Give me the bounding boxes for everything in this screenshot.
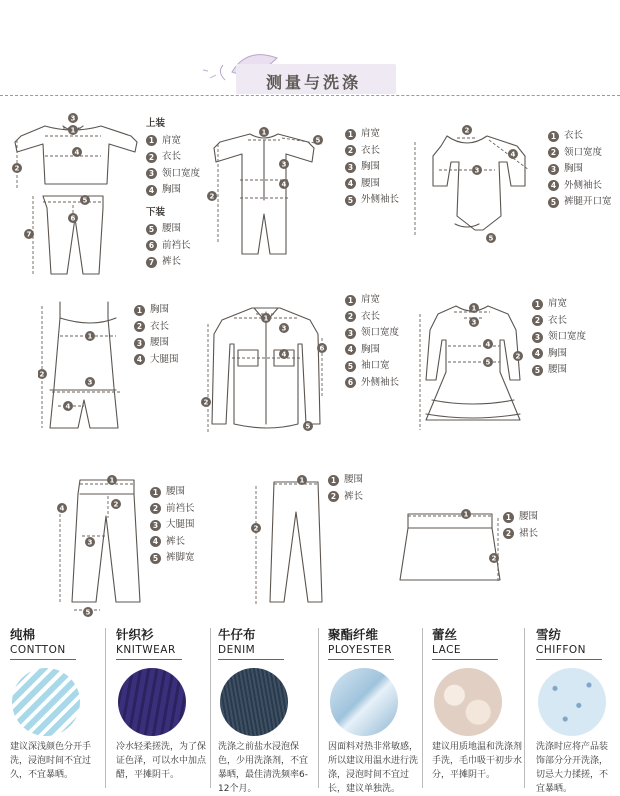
legend-label: 衣长 bbox=[361, 310, 381, 322]
legend-label: 大腿围 bbox=[166, 519, 195, 530]
svg-text:2: 2 bbox=[491, 554, 497, 563]
fabric-polyester bbox=[328, 625, 428, 796]
fabric-lace bbox=[432, 625, 532, 782]
legend-label: 腰围 bbox=[166, 486, 186, 497]
number-badge: 2 bbox=[146, 152, 157, 163]
divider bbox=[210, 628, 211, 788]
svg-text:5: 5 bbox=[85, 608, 91, 617]
number-badge: 6 bbox=[345, 377, 356, 388]
number-badge: 3 bbox=[134, 338, 145, 349]
legend-label: 肩宽 bbox=[361, 128, 381, 139]
svg-text:5: 5 bbox=[315, 136, 321, 145]
fabric-en: CHIFFON bbox=[536, 644, 620, 660]
number-badge: 5 bbox=[146, 224, 157, 235]
jumpsuit-legend bbox=[134, 302, 179, 368]
number-badge: 1 bbox=[532, 299, 543, 310]
legend-label: 前裆长 bbox=[166, 502, 195, 514]
number-badge: 1 bbox=[503, 512, 514, 523]
fabric-en: DENIM bbox=[218, 644, 318, 660]
number-badge: 3 bbox=[345, 162, 356, 173]
fabric-desc: 洗涤时应将产品装饰部分分开洗涤，切忌大力揉搓，不宜暴晒。 bbox=[536, 742, 609, 794]
legend-label: 裤长 bbox=[166, 535, 186, 547]
fabric-en: PLOYESTER bbox=[328, 644, 428, 660]
legend-label: 腰围 bbox=[344, 474, 364, 485]
legend-label: 裙长 bbox=[519, 527, 539, 539]
legend-label: 腰围 bbox=[361, 177, 381, 189]
legend-label: 衣长 bbox=[361, 144, 381, 156]
svg-text:4: 4 bbox=[281, 180, 287, 189]
legend-label: 胸围 bbox=[162, 184, 182, 195]
svg-text:5: 5 bbox=[82, 196, 88, 205]
svg-text:4: 4 bbox=[510, 150, 516, 159]
legend-label: 外侧袖长 bbox=[564, 179, 603, 191]
legend-label: 外侧袖长 bbox=[361, 376, 400, 388]
fabric-desc: 洗涤之前盐水浸泡保色，少用洗涤剂，不宜暴晒，最佳清洗频率6-12个月。 bbox=[218, 742, 309, 794]
svg-text:6: 6 bbox=[319, 344, 325, 353]
svg-text:5: 5 bbox=[485, 358, 491, 367]
legend-label: 胸围 bbox=[361, 343, 381, 355]
legend-label: 衣长 bbox=[162, 151, 182, 162]
fabric-name: 蕾丝 bbox=[432, 627, 458, 642]
number-badge: 1 bbox=[345, 295, 356, 306]
svg-text:2: 2 bbox=[203, 398, 209, 407]
fabric-cotton bbox=[10, 625, 110, 782]
number-badge: 4 bbox=[150, 536, 161, 547]
legend-label: 肩宽 bbox=[162, 134, 182, 146]
number-badge: 5 bbox=[150, 553, 161, 564]
number-badge: 3 bbox=[345, 328, 356, 339]
legend-label: 裤长 bbox=[344, 490, 364, 502]
number-badge: 6 bbox=[146, 240, 157, 251]
legend-label: 领口宽度 bbox=[361, 327, 400, 338]
number-badge: 2 bbox=[503, 528, 514, 539]
number-badge: 2 bbox=[345, 145, 356, 156]
svg-text:4: 4 bbox=[65, 402, 71, 411]
bodysuit-diagram bbox=[405, 118, 545, 253]
svg-text:4: 4 bbox=[485, 340, 491, 349]
fabric-knitwear bbox=[116, 625, 216, 782]
polyester-swatch bbox=[330, 668, 398, 736]
number-badge: 3 bbox=[548, 164, 559, 175]
svg-text:3: 3 bbox=[474, 166, 480, 175]
number-badge: 1 bbox=[150, 487, 161, 498]
number-badge: 5 bbox=[345, 195, 356, 206]
number-badge: 5 bbox=[548, 197, 559, 208]
svg-text:1: 1 bbox=[299, 476, 305, 485]
fabric-desc: 因面料对热非常敏感，所以建议用温水进行洗涤，浸泡时间不宜过长，建议单独洗。 bbox=[328, 742, 419, 794]
number-badge: 4 bbox=[345, 178, 356, 189]
divider bbox=[105, 628, 106, 788]
number-badge: 4 bbox=[134, 354, 145, 365]
number-badge: 1 bbox=[345, 129, 356, 140]
svg-text:2: 2 bbox=[464, 126, 470, 135]
number-badge: 3 bbox=[146, 168, 157, 179]
skirt-diagram bbox=[392, 506, 512, 592]
legend-label: 前裆长 bbox=[162, 239, 191, 251]
legend-label: 腰围 bbox=[519, 511, 539, 522]
svg-text:1: 1 bbox=[261, 128, 267, 137]
svg-text:3: 3 bbox=[281, 160, 287, 169]
set-legend bbox=[146, 116, 200, 271]
legend-label: 裤长 bbox=[162, 256, 182, 267]
svg-text:5: 5 bbox=[488, 234, 494, 243]
svg-text:1: 1 bbox=[87, 332, 93, 341]
svg-text:2: 2 bbox=[253, 524, 259, 533]
dress-diagram bbox=[414, 296, 534, 436]
lace-swatch bbox=[434, 668, 502, 736]
svg-text:1: 1 bbox=[471, 304, 477, 313]
svg-text:4: 4 bbox=[74, 148, 80, 157]
page-title: 测量与洗涤 bbox=[266, 73, 362, 92]
legend-label: 胸围 bbox=[150, 304, 170, 315]
divider bbox=[318, 628, 319, 788]
fabric-name: 纯棉 bbox=[10, 627, 36, 642]
number-badge: 2 bbox=[345, 311, 356, 322]
number-badge: 7 bbox=[146, 257, 157, 268]
number-badge: 3 bbox=[532, 332, 543, 343]
svg-text:7: 7 bbox=[26, 230, 32, 239]
dress-legend bbox=[532, 296, 586, 379]
knitwear-swatch bbox=[118, 668, 186, 736]
legend-label: 胸围 bbox=[548, 347, 568, 359]
legend-label: 腰围 bbox=[150, 337, 170, 348]
number-badge: 1 bbox=[548, 131, 559, 142]
fabric-denim bbox=[218, 625, 318, 796]
svg-text:6: 6 bbox=[70, 214, 76, 223]
number-badge: 5 bbox=[345, 361, 356, 372]
skirt-legend bbox=[503, 509, 538, 542]
cotton-swatch bbox=[12, 668, 80, 736]
number-badge: 2 bbox=[134, 321, 145, 332]
svg-text:5: 5 bbox=[305, 422, 311, 431]
legend-label: 胸围 bbox=[564, 163, 584, 174]
number-badge: 2 bbox=[328, 491, 339, 502]
bodysuit-legend bbox=[548, 128, 612, 211]
svg-text:1: 1 bbox=[109, 476, 115, 485]
fabric-desc: 冷水轻柔搓洗，为了保证色泽，可以水中加点醋，平摊阴干。 bbox=[116, 742, 207, 780]
legend-label: 领口宽度 bbox=[162, 167, 201, 179]
svg-text:3: 3 bbox=[471, 318, 477, 327]
legend-label: 衣长 bbox=[150, 320, 170, 332]
fabric-en: LACE bbox=[432, 644, 532, 660]
divider bbox=[422, 628, 423, 788]
legend-label: 裤腿开口宽 bbox=[564, 196, 612, 207]
set-diagram bbox=[5, 110, 145, 290]
romper-legend bbox=[345, 126, 399, 209]
shirt-diagram bbox=[196, 298, 336, 438]
fabric-desc: 建议深浅颜色分开手洗，浸泡时间不宜过久，不宜暴晒。 bbox=[10, 742, 92, 780]
legend-label: 领口宽度 bbox=[548, 331, 587, 342]
pants-diagram bbox=[54, 474, 154, 619]
legend-label: 袖口宽 bbox=[361, 360, 390, 371]
legend-label: 衣长 bbox=[548, 314, 568, 326]
legend-label: 肩宽 bbox=[548, 298, 568, 309]
number-badge: 2 bbox=[150, 503, 161, 514]
svg-text:2: 2 bbox=[14, 164, 20, 173]
fabric-name: 牛仔布 bbox=[218, 627, 256, 642]
legend-label: 领口宽度 bbox=[564, 146, 603, 158]
number-badge: 5 bbox=[532, 365, 543, 376]
number-badge: 4 bbox=[146, 185, 157, 196]
number-badge: 4 bbox=[532, 348, 543, 359]
svg-text:2: 2 bbox=[209, 192, 215, 201]
number-badge: 1 bbox=[134, 305, 145, 316]
svg-text:2: 2 bbox=[39, 370, 45, 379]
legend-label: 肩宽 bbox=[361, 294, 381, 305]
svg-text:2: 2 bbox=[113, 500, 119, 509]
legend-label: 大腿围 bbox=[150, 353, 179, 365]
svg-text:2: 2 bbox=[515, 352, 521, 361]
legend-label: 腰围 bbox=[162, 223, 182, 234]
svg-text:1: 1 bbox=[263, 314, 269, 323]
chiffon-swatch bbox=[538, 668, 606, 736]
svg-text:3: 3 bbox=[87, 378, 93, 387]
svg-text:1: 1 bbox=[463, 510, 469, 519]
fabric-en: CONTTON bbox=[10, 644, 110, 660]
svg-text:4: 4 bbox=[59, 504, 65, 513]
denim-swatch bbox=[220, 668, 288, 736]
fabric-en: KNITWEAR bbox=[116, 644, 216, 660]
svg-text:3: 3 bbox=[281, 324, 287, 333]
shirt-legend bbox=[345, 292, 399, 391]
svg-text:4: 4 bbox=[281, 350, 287, 359]
fabric-name: 聚酯纤维 bbox=[328, 627, 379, 642]
pants-legend bbox=[150, 484, 195, 567]
svg-text:3: 3 bbox=[70, 114, 76, 123]
number-badge: 3 bbox=[150, 520, 161, 531]
svg-text:1: 1 bbox=[70, 126, 76, 135]
set-top-heading: 上装 bbox=[146, 118, 166, 129]
fabric-desc: 建议用质地温和洗涤剂手洗，毛巾吸干初步水分，平摊阴干。 bbox=[432, 742, 523, 780]
set-bottom-heading: 下装 bbox=[146, 206, 166, 218]
number-badge: 4 bbox=[345, 344, 356, 355]
fabric-name: 针织衫 bbox=[116, 627, 154, 642]
leggings-legend bbox=[328, 472, 363, 505]
legend-label: 裤脚宽 bbox=[166, 552, 195, 563]
fabric-chiffon bbox=[536, 625, 620, 796]
svg-text:3: 3 bbox=[87, 538, 93, 547]
fabric-name: 雪纺 bbox=[536, 627, 562, 642]
legend-label: 衣长 bbox=[564, 130, 584, 141]
number-badge: 1 bbox=[146, 135, 157, 146]
romper-diagram bbox=[200, 120, 340, 260]
number-badge: 1 bbox=[328, 475, 339, 486]
legend-label: 胸围 bbox=[361, 161, 381, 172]
legend-label: 外侧袖长 bbox=[361, 194, 400, 205]
jumpsuit-diagram bbox=[38, 296, 138, 436]
number-badge: 2 bbox=[532, 315, 543, 326]
legend-label: 腰围 bbox=[548, 364, 568, 375]
number-badge: 2 bbox=[548, 147, 559, 158]
divider bbox=[524, 628, 525, 788]
number-badge: 4 bbox=[548, 180, 559, 191]
